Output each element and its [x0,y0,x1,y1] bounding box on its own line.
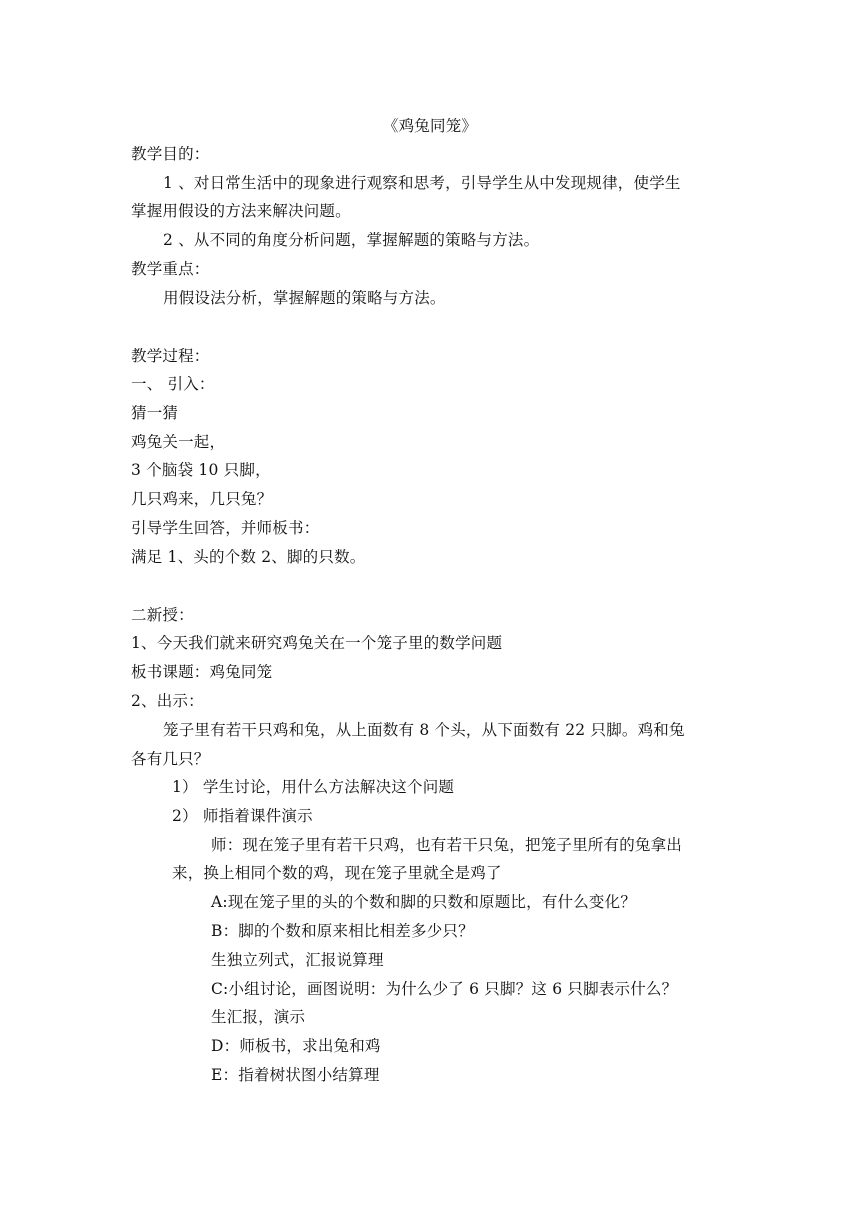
satisfy-conditions: 满足 1、头的个数 2、脚的只数。 [131,548,366,566]
new-lesson-2: 2、出示： [131,692,204,710]
process-heading: 教学过程： [131,347,210,365]
question-e: E：指着树状图小结算理 [211,1066,380,1084]
riddle-line-1: 猜一猜 [131,404,179,422]
board-topic: 板书课题：鸡兔同笼 [131,663,273,681]
question-c: C:小组讨论，画图说明：为什么少了 6 只脚？这 6 只脚表示什么？ [211,980,678,998]
document-title: 《鸡兔同笼》 [382,117,478,135]
question-d: D：师板书，求出兔和鸡 [211,1037,381,1055]
guide-answer: 引导学生回答，并师板书： [131,519,320,537]
objectives-heading: 教学目的： [131,145,210,163]
keypoint-heading: 教学重点： [131,260,210,278]
question-b: B：脚的个数和原来相比相差多少只？ [211,922,474,940]
problem-line-1: 笼子里有若干只鸡和兔，从上面数有 8 个头，从下面数有 22 只脚。鸡和兔 [163,721,685,739]
riddle-line-4: 几只鸡来，几只兔？ [131,490,273,508]
student-calculation: 生独立列式，汇报说算理 [211,951,384,969]
student-report: 生汇报，演示 [211,1008,306,1026]
section-1-heading: 一、 引入： [131,375,215,393]
new-lesson-1: 1、今天我们就来研究鸡兔关在一个笼子里的数学问题 [131,634,503,652]
question-a: A:现在笼子里的头的个数和脚的只数和原题比，有什么变化？ [211,893,637,911]
objective-1-line-2: 掌握用假设的方法来解决问题。 [131,202,351,220]
step-2: 2） 师指着课件演示 [172,807,313,825]
objective-2: 2 、从不同的角度分析问题，掌握解题的策略与方法。 [163,231,540,249]
teacher-line-1: 师：现在笼子里有若干只鸡，也有若干只兔，把笼子里所有的兔拿出 [211,836,683,854]
riddle-line-3: 3 个脑袋 10 只脚， [131,461,271,479]
keypoint-text: 用假设法分析，掌握解题的策略与方法。 [163,289,446,307]
step-1: 1） 学生讨论，用什么方法解决这个问题 [172,778,455,796]
section-2-heading: 二新授： [131,606,194,624]
objective-1-line-1: 1 、对日常生活中的现象进行观察和思考，引导学生从中发现规律，使学生 [163,174,681,192]
problem-line-2: 各有几只？ [131,750,210,768]
teacher-line-2: 来，换上相同个数的鸡，现在笼子里就全是鸡了 [172,864,502,882]
riddle-line-2: 鸡兔关一起， [131,433,226,451]
